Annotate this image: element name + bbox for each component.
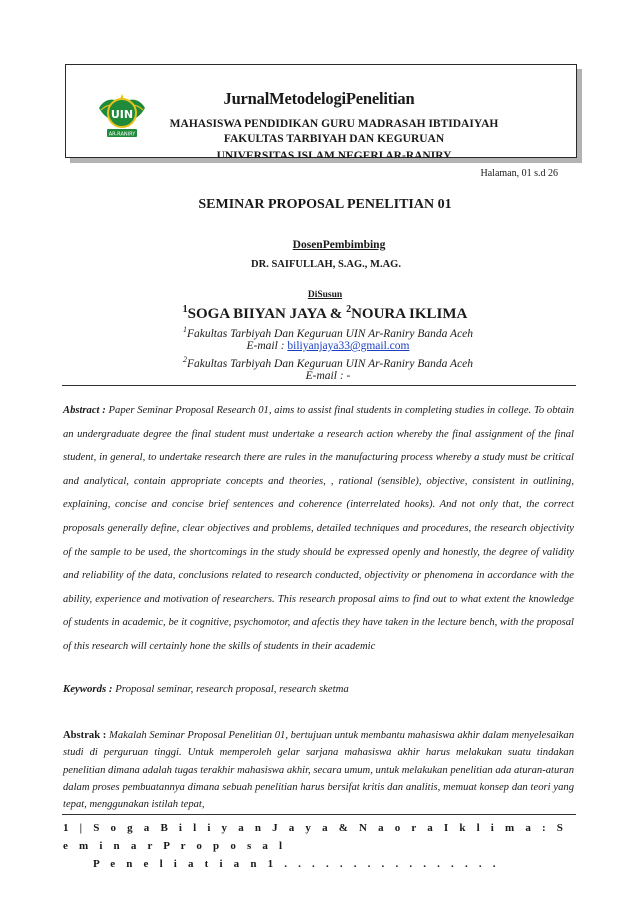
footer-line-2: P e n e l i a t i a n 1 . . . . . . . . . . . . . . . . <box>93 858 500 870</box>
supervisor-name: DR. SAIFULLAH, S.AG., M.AG. <box>251 259 401 270</box>
keywords-label: Keywords : <box>63 683 116 695</box>
email-1: E-mail : biliyanjaya33@gmail.com <box>246 340 410 352</box>
paper-title: SEMINAR PROPOSAL PENELITIAN 01 <box>198 197 452 212</box>
page-range: Halaman, 01 s.d 26 <box>480 168 558 179</box>
abstract-label: Abstract : <box>63 405 109 416</box>
affiliation-2: $^2$Fakultas Tarbiyah Dan Keguruan UIN Ar-Raniry Banda Aceh <box>182 355 474 370</box>
divider-top <box>62 385 576 386</box>
footer-line-1: 1 | S o g a B i l i y a n J a y a & N a o r a I k l i m a : S e m i n a r P r o p o s a l <box>63 822 568 852</box>
logo-text: UIN <box>110 108 134 121</box>
affiliation-1: $^1$Fakultas Tarbiyah Dan Keguruan UIN Ar-Raniry Banda Aceh <box>182 325 474 340</box>
keywords <box>63 683 574 695</box>
faculty-name: FAKULTAS TARBIYAH DAN KEGURUAN <box>223 133 445 145</box>
keywords-text: Proposal seminar, research proposal, research sketma <box>115 683 349 695</box>
program-name: MAHASISWA PENDIDIKAN GURU MADRASAH IBTIDAIYAH <box>169 118 499 130</box>
journal-title: JurnalMetodelogiPenelitian <box>223 89 415 108</box>
email-2: E-mail : - <box>305 370 351 382</box>
page-footer <box>63 819 574 873</box>
author-names: $^1$SOGA BIIYAN JAYA & $^2$NOURA IKLIMA <box>182 304 468 322</box>
divider-bottom <box>62 814 576 815</box>
logo-subtext: AR-RANIRY <box>108 131 136 138</box>
authored-by-label: DiSusun <box>307 290 343 300</box>
email-link[interactable]: biliyanjaya33@gmail.com <box>287 340 410 352</box>
abstrak-text: Makalah Seminar Proposal Penelitian 01, bertujuan untuk membantu mahasiswa akhir dalam menyelesaikan studi di perguruan tinggi. Untuk memperoleh gelar sarjana mahasiswa akhir harus melakukan suatu tindakan penelitian dimana adalah tugas terakhir mahasiswa akhir, secara umum, untuk melakukan penelitian ada aturan-aturan dalam proses pembuatannya dimana sebuah penelitian harus bersifat kritis dan analitis, memuat konsep dan teori yang tepat, menggunakan istilah tepat, <box>63 730 574 811</box>
university-name: UNIVERSITAS ISLAM NEGERI AR-RANIRY <box>216 150 452 158</box>
supervisor-label: DosenPembimbing <box>292 239 386 251</box>
abstract-indonesian <box>63 727 574 813</box>
abstract-text: Paper Seminar Proposal Research 01, aims to assist final students in completing studies in college. To obtain an undergraduate degree the final student must undertake a research action whereby the final assignment of the final student, in general, to undertake research there are rules in the manufacturing process whereby a study must be critical and analytical, contain appropriate concepts and theories, , rational (sensible), objective, consistent in outlining, explaining, concise and concise brief sentences and coherence (interrelated hooks). And not only that, the correct proposals generally define, clear objectives and problems, detailed techniques and procedures, the research objectivity of the sample to be used, the shortcomings in the study should be expressed openly and honestly, the degree of validity and reliability of the data, conclusions related to research conducted, objectivity or phenomena in accordance with the ability, experience and motivation of researchers. This research proposal aims to find out to what extent the knowledge of students in academic, be it cognitive, psychomotor, and afectis they have taken in the lecture bench, with the proposal of this research will certainly hone the skills of students in their academic <box>63 405 575 652</box>
abstrak-label: Abstrak : <box>63 730 109 741</box>
abstract-english <box>63 399 574 659</box>
